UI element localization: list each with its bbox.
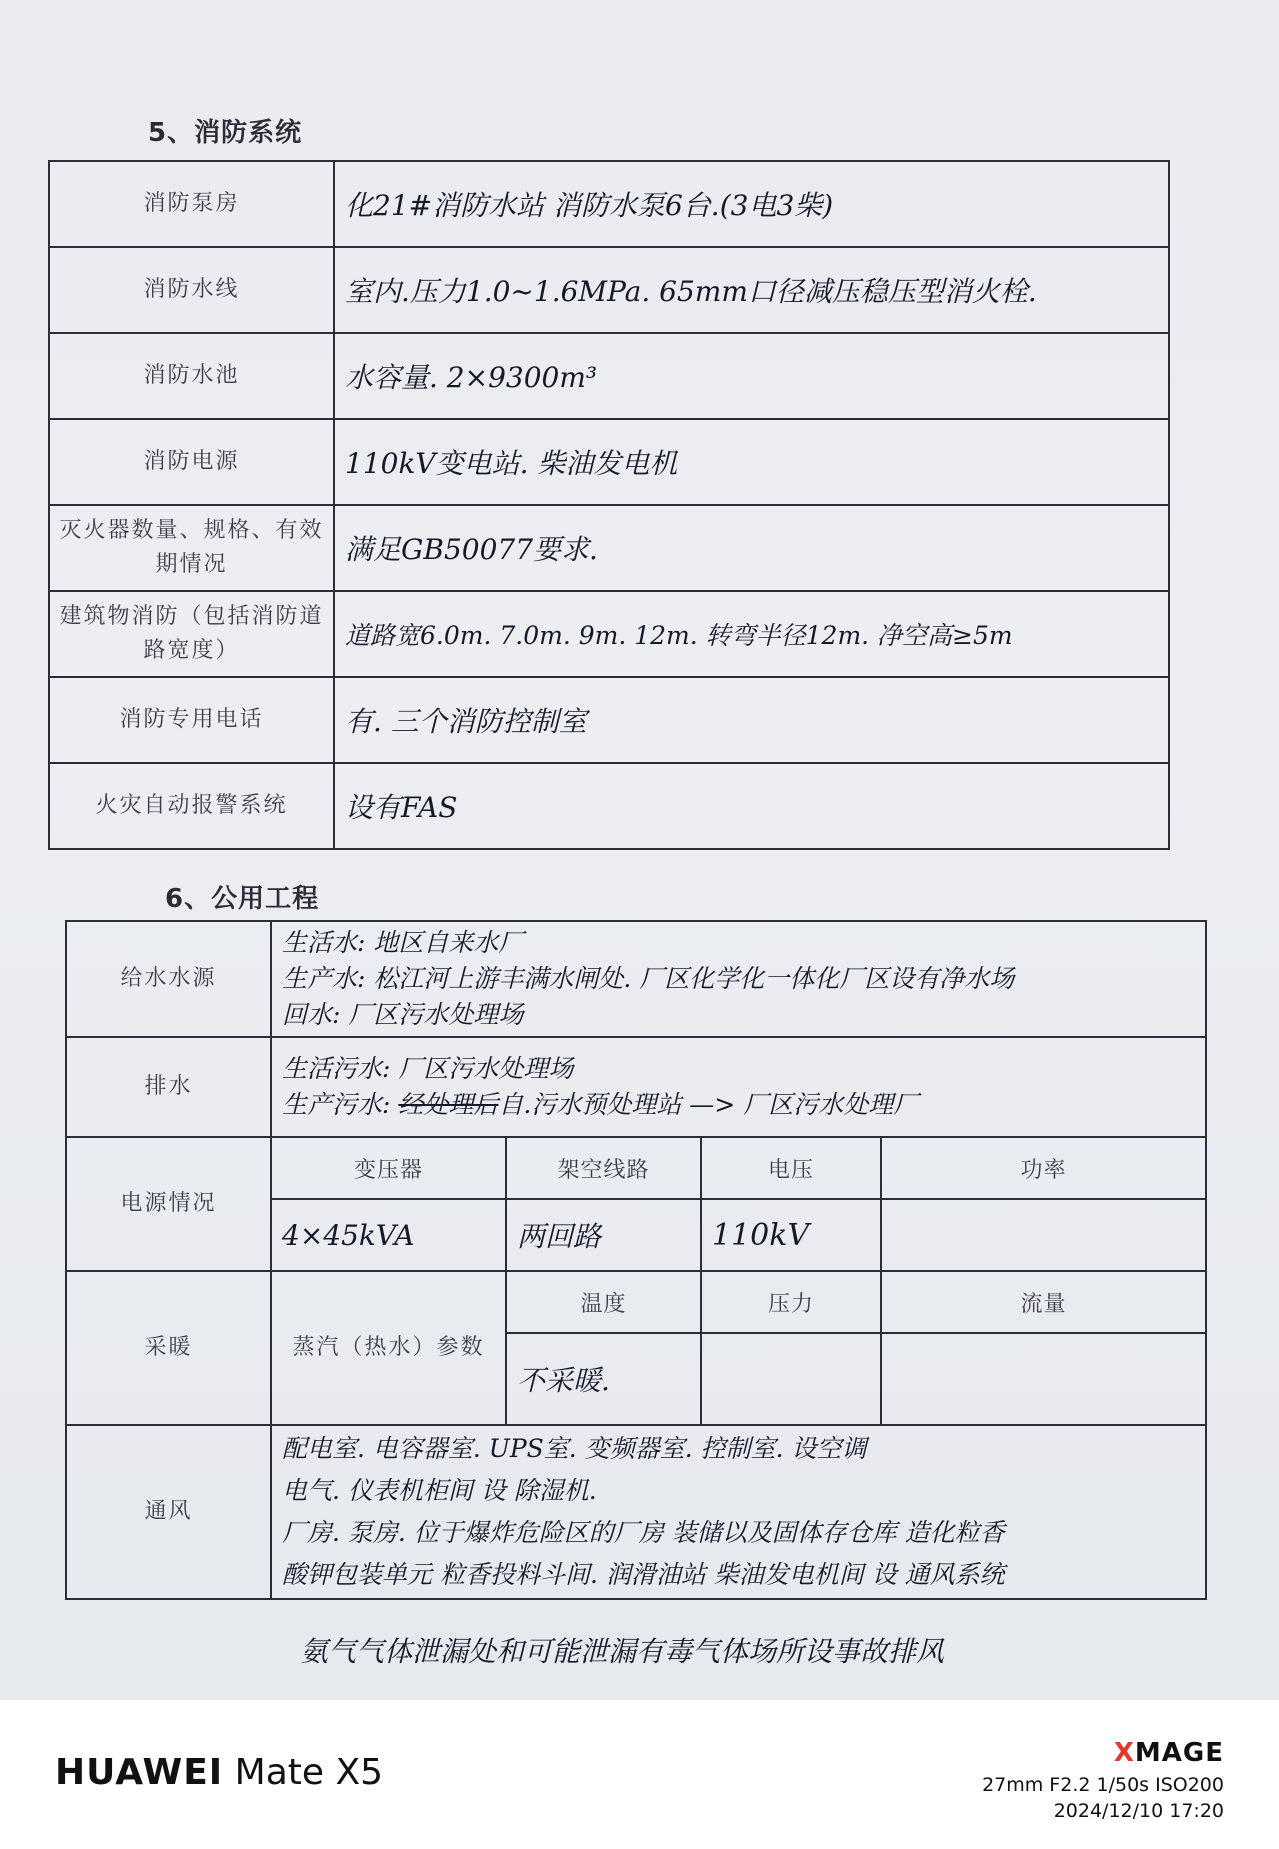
drain-value <box>271 1037 1206 1137</box>
drain-line <box>282 1087 1195 1123</box>
utilities-table <box>65 920 1207 1600</box>
row-label: 消防电源 <box>49 419 334 505</box>
table-row <box>49 591 1169 677</box>
row-label: 建筑物消防（包括消防道路宽度） <box>49 591 334 677</box>
table-row <box>49 333 1169 419</box>
struck-text: 经处理后 <box>398 1090 499 1119</box>
exif-params: 27mm F2.2 1/50s ISO200 <box>982 1774 1224 1796</box>
table-row <box>66 1271 1206 1333</box>
row-value: 满足GB50077要求. <box>334 505 1169 591</box>
drain-rest: 自.污水预处理站 —> 厂区污水处理厂 <box>498 1090 919 1119</box>
vent-line: 电气. 仪表机柜间 设 除湿机. <box>282 1476 597 1505</box>
table-row <box>66 1425 1206 1599</box>
brand-name: HUAWEI <box>55 1752 224 1793</box>
drain-line: 生活污水: 厂区污水处理场 <box>282 1054 574 1083</box>
row-label: 火灾自动报警系统 <box>49 763 334 849</box>
steam-param-label: 蒸汽（热水）参数 <box>271 1271 506 1425</box>
power-header-voltage: 电压 <box>701 1137 881 1199</box>
table-row <box>66 1037 1206 1137</box>
row-value: 室内.压力1.0~1.6MPa. 65mm口径减压稳压型消火栓. <box>334 247 1169 333</box>
power-value-voltage: 110kV <box>701 1199 881 1271</box>
row-value: 有. 三个消防控制室 <box>334 677 1169 763</box>
camera-watermark-bar <box>0 1700 1279 1849</box>
row-value: 水容量. 2×9300m³ <box>334 333 1169 419</box>
heating-header-pressure: 压力 <box>701 1271 881 1333</box>
row-value: 110kV变电站. 柴油发电机 <box>334 419 1169 505</box>
power-label: 电源情况 <box>66 1137 271 1271</box>
exif-datetime: 2024/12/10 17:20 <box>1053 1800 1224 1822</box>
drain-prefix: 生产污水: <box>282 1090 391 1119</box>
table-row <box>49 161 1169 247</box>
row-label: 消防专用电话 <box>49 677 334 763</box>
drain-label: 排水 <box>66 1037 271 1137</box>
row-label: 灭火器数量、规格、有效期情况 <box>49 505 334 591</box>
row-value: 设有FAS <box>334 763 1169 849</box>
row-label: 消防水线 <box>49 247 334 333</box>
row-value: 化21#消防水站 消防水泵6台.(3电3柴) <box>334 161 1169 247</box>
table-row <box>49 505 1169 591</box>
vent-line: 配电室. 电容器室. UPS室. 变频器室. 控制室. 设空调 <box>282 1434 867 1463</box>
xmage-x: X <box>1113 1738 1135 1768</box>
heating-value-flow <box>881 1333 1206 1425</box>
ventilation-value <box>271 1425 1206 1599</box>
table-row <box>66 1137 1206 1199</box>
exif-info <box>982 1772 1224 1824</box>
heating-value-temp: 不采暖. <box>506 1333 701 1425</box>
water-line: 生产水: 松江河上游丰满水闸处. 厂区化学化一体化厂区设有净水场 <box>282 964 1015 993</box>
fire-system-table <box>48 160 1170 850</box>
row-value: 道路宽6.0m. 7.0m. 9m. 12m. 转弯半径12m. 净空高≥5m <box>334 591 1169 677</box>
power-value-power <box>881 1199 1206 1271</box>
heating-header-temp: 温度 <box>506 1271 701 1333</box>
heating-header-flow: 流量 <box>881 1271 1206 1333</box>
section-6-title: 6、公用工程 <box>165 884 320 914</box>
ventilation-trailing-note: 氨气气体泄漏处和可能泄漏有毒气体场所设事故排风 <box>300 1635 945 1668</box>
water-line: 回水: 厂区污水处理场 <box>282 1000 524 1029</box>
row-label: 消防水池 <box>49 333 334 419</box>
row-label: 消防泵房 <box>49 161 334 247</box>
power-header-power: 功率 <box>881 1137 1206 1199</box>
power-value-transformer: 4×45kVA <box>271 1199 506 1271</box>
ventilation-label: 通风 <box>66 1425 271 1599</box>
brand-model: Mate X5 <box>234 1752 384 1793</box>
water-source-label: 给水水源 <box>66 921 271 1037</box>
xmage-rest: MAGE <box>1134 1738 1224 1768</box>
power-header-transformer: 变压器 <box>271 1137 506 1199</box>
heating-value-pressure <box>701 1333 881 1425</box>
vent-line: 酸钾包装单元 粒香投料斗间. 润滑油站 柴油发电机间 设 通风系统 <box>282 1560 1005 1589</box>
heating-label: 采暖 <box>66 1271 271 1425</box>
power-value-line: 两回路 <box>506 1199 701 1271</box>
power-header-line: 架空线路 <box>506 1137 701 1199</box>
table-row <box>49 763 1169 849</box>
table-row <box>49 419 1169 505</box>
section-5-title: 5、消防系统 <box>148 118 303 148</box>
table-row <box>66 921 1206 1037</box>
water-line: 生活水: 地区自来水厂 <box>282 928 524 957</box>
water-source-value <box>271 921 1206 1037</box>
camera-brand <box>55 1752 383 1793</box>
vent-line: 厂房. 泵房. 位于爆炸危险区的厂房 装储以及固体存仓库 造化粒香 <box>282 1518 1005 1547</box>
table-row <box>49 247 1169 333</box>
xmage-logo <box>1114 1738 1224 1768</box>
table-row <box>49 677 1169 763</box>
